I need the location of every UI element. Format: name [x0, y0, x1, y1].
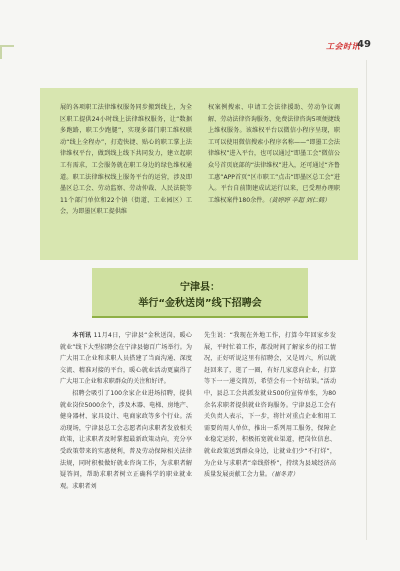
article-title-line1: 宁津县： — [180, 282, 220, 293]
highlight-box-right-text: 权案例搜索、申请工会法律援助、劳动争议调解、劳动法律咨询服务、免费法律咨询5项便捷线上维权服务。该维权平台以微信小程序呈现，职工可以使用微信搜索小程序名称——“即墨工会法律维权”进入平台，也可以通过“即墨工会”微信公众号首页底部的“法律维权”进入，还可通过“齐鲁工惠”APP首页“区市职工”点击“即墨区总工会”进入。平台自前期建成试运行以来，已受理办理职工维权案件180余件。 — [208, 104, 340, 204]
article-right-column — [204, 330, 336, 481]
page-header — [0, 0, 400, 60]
article-paragraph-2: 招聘会吸引了100余家企业进场招聘，提供就业岗位5000余个，涉及木器、电梯、房地产、健身器材、家具设计、电商家政等多个行业。活动现场，宁津县总工会志愿者向求职者发放相关政策，让求职者及时掌握最新政策动向，充分享受政策带来的实惠便利，普及劳动保障相关法律法规，同时积极做好就业咨询工作，为求职者解疑答问，帮助求职者树立正确科学的职业就业观。求职者刘 — [60, 389, 192, 490]
article-paragraph — [60, 330, 192, 388]
article-byline: 本刊讯 — [72, 332, 92, 339]
margin-rule — [366, 60, 367, 540]
article-paragraph — [60, 388, 192, 492]
highlight-box — [40, 88, 358, 260]
article-title-banner — [92, 268, 308, 318]
highlight-box-right-column — [208, 102, 340, 206]
highlight-box-left-column — [60, 102, 192, 218]
article-left-column — [60, 330, 192, 492]
corner-decoration — [0, 45, 14, 59]
article-title-line2: 举行“金秋送岗”线下招聘会 — [138, 298, 262, 309]
article-author: （崔冬青） — [271, 471, 299, 479]
page-number: 49 — [357, 39, 371, 50]
highlight-box-left-text: 展的各项职工法律维权服务同步搬到线上，为全区职工提供24小时线上法律维权服务，让“数据多跑路，职工少跑腿”，实现多部门职工维权联动“线上全程办”，打造快捷、贴心的职工掌上法律维权平台，做到线上线下共同发力，建立起职工有需求，工会服务就在职工身边的绿色维权通道。职工法律维权线上服务平台的运营，涉及即墨区总工会、劳动监察、劳动仲裁、人民法院等11个部门单位和22个镇（街道、工业园区）工会，为即墨区职工提供维 — [60, 104, 192, 216]
magazine-section-brand: 工会时讯 — [326, 42, 360, 51]
article-paragraph-1: 11月4日，宁津县“金秋送岗，暖心就业”线下大型招聘会在宁津县德百广场举行。为广大用工企业和求职人员搭建了当面沟通、深度交流、精准对接的平台，暖心就业活动更赢得了广大用工企业和求职群众的关注和好评。 — [60, 332, 193, 386]
highlight-box-author: （黄婷婷 辛超 刘仁鹤） — [268, 196, 331, 204]
article-right-text: 先生说：“我现在外地工作，打算今年回家乡发展，平时忙着工作，都没时间了解家乡的招工情况，正好听说这里有招聘会，又是周六，所以就赶回来了，逛了一圈，有好几家意向企业，打算等下一一递交简历，希望会有一个好结果。”活动中，县总工会共派发就业500份宣传单张，为80余名求职者提供就业咨询服务。宁津县总工会有关负责人表示，下一步，将针对重点企业和用工需要的用人单位，推出一系列用工服务，保障企业稳定运转，积极拓宽就业渠道，把岗位信息、就业政策送到群众身边，让就业们少“不打烊”，为企业与求职者“牵线搭桥”，持续为县域经济高质量发展贡献工会力量。 — [204, 332, 336, 479]
